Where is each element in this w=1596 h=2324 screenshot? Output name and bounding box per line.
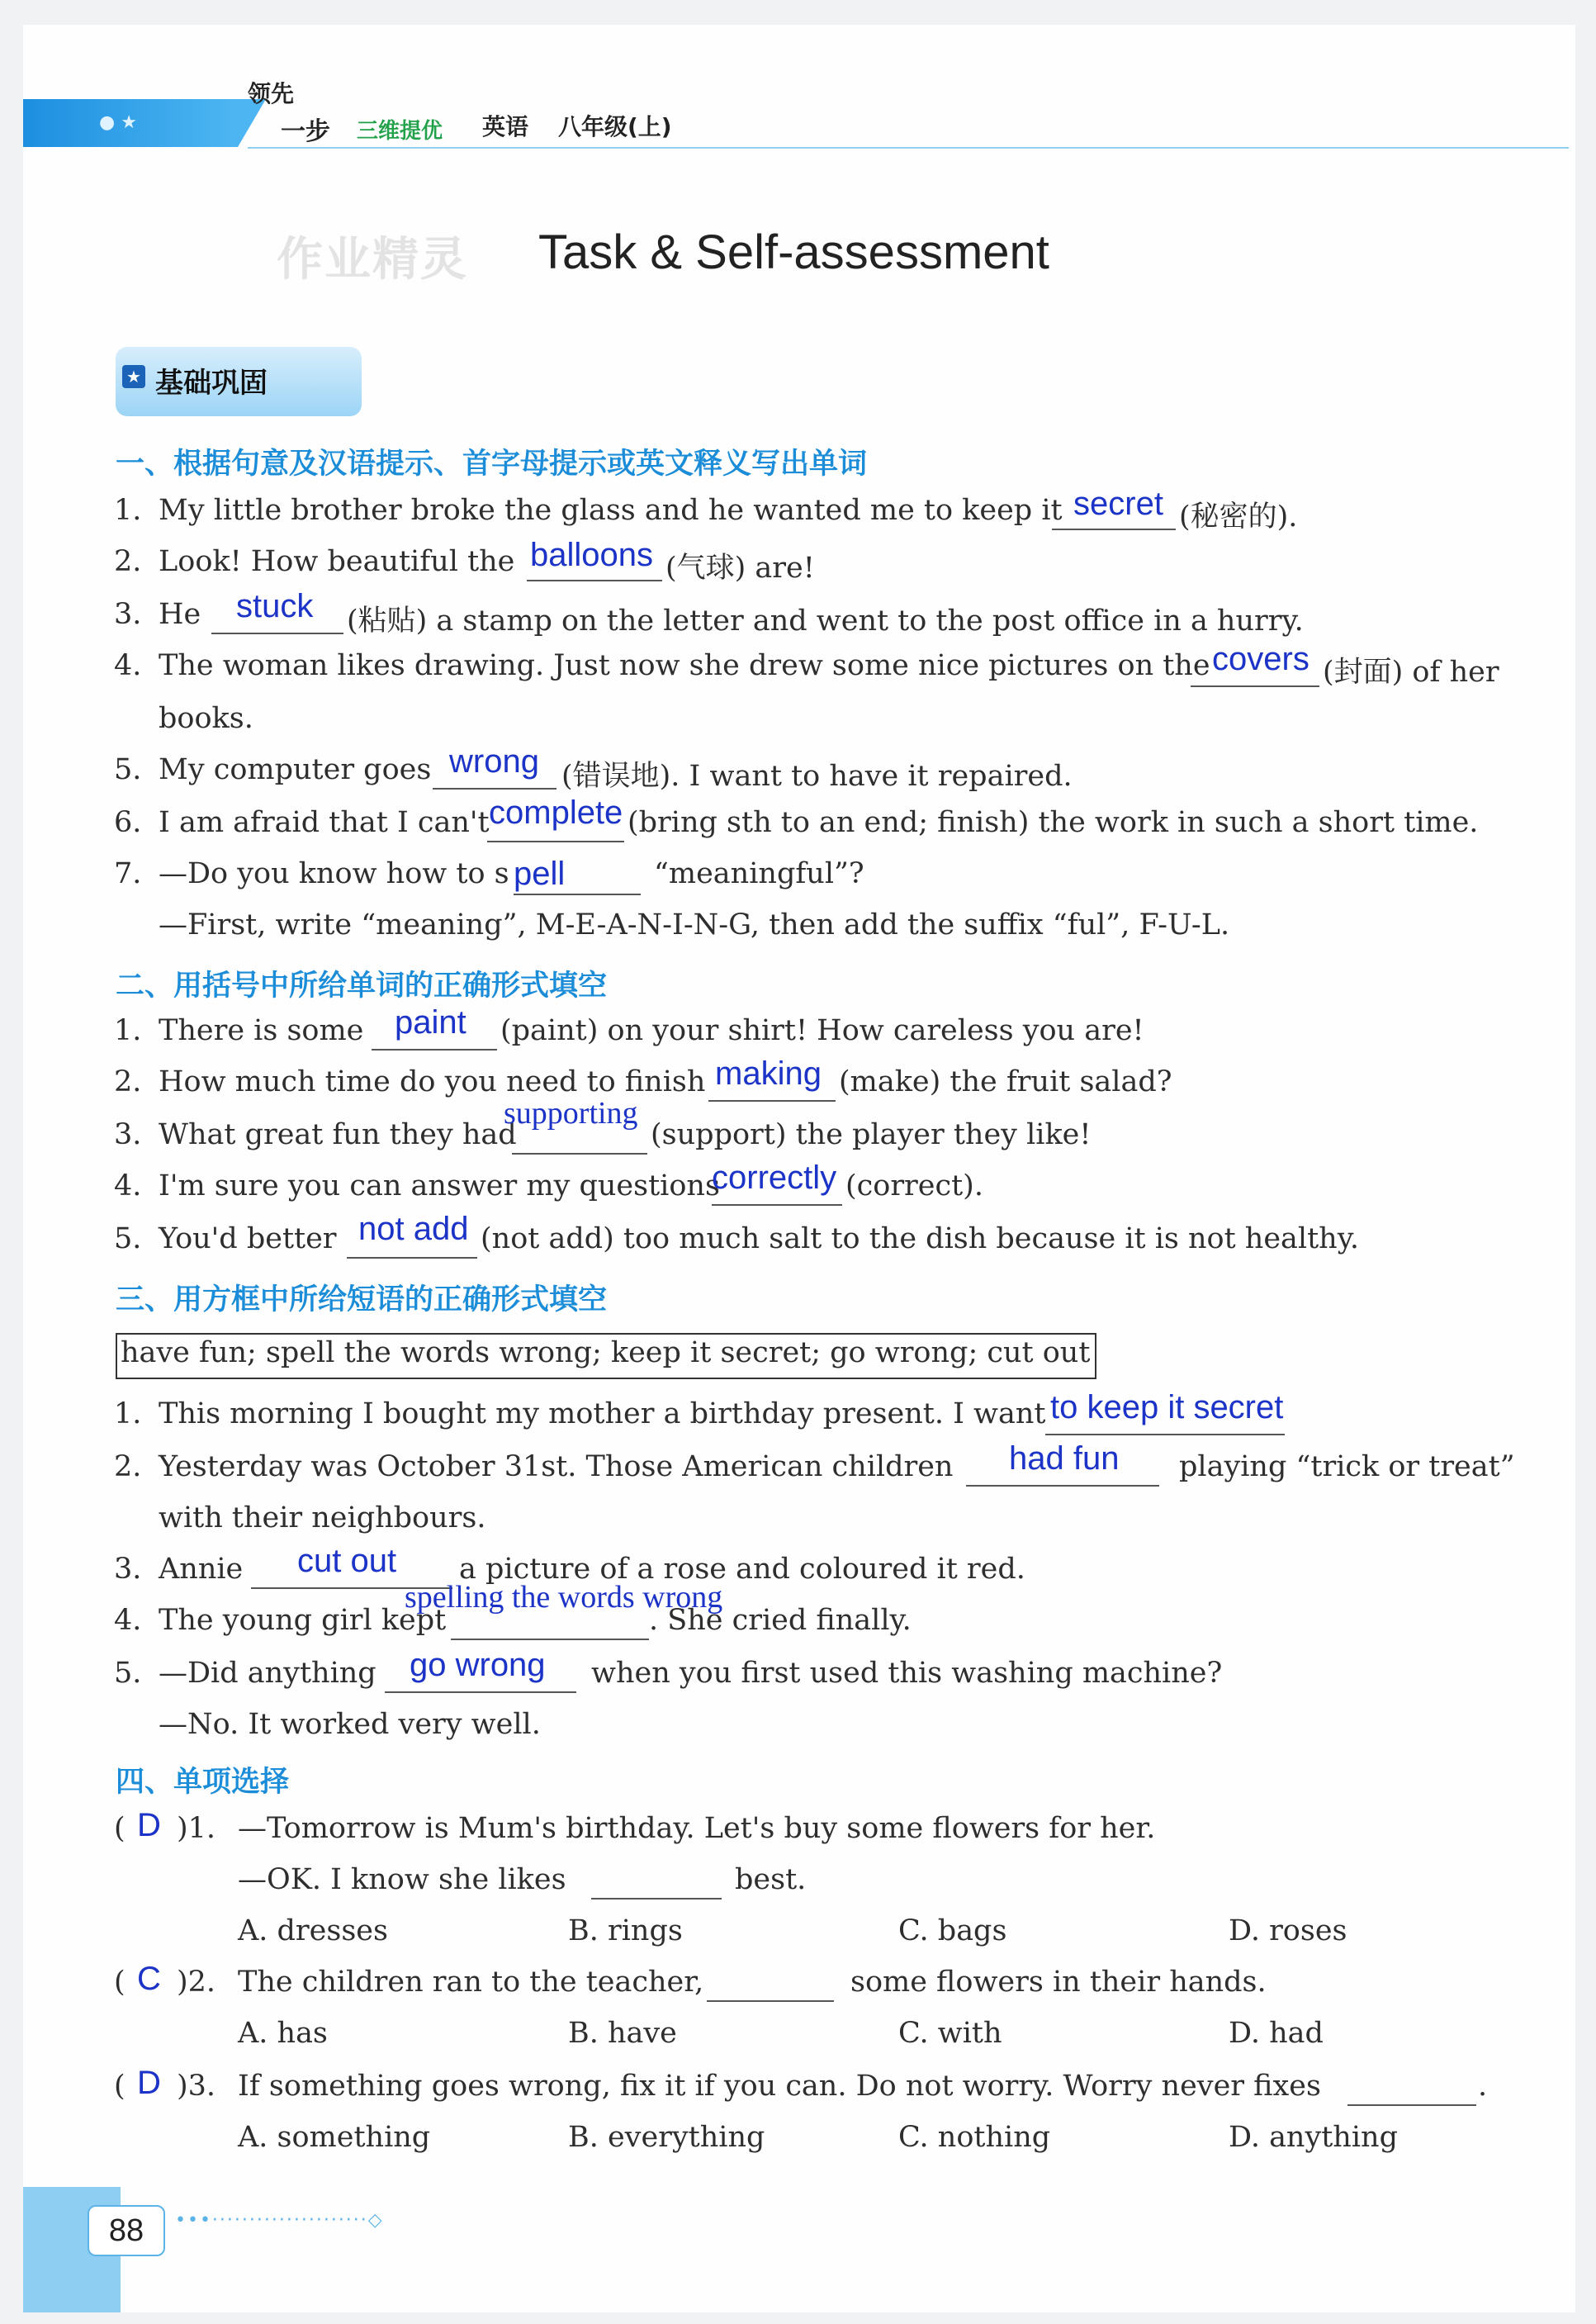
p1-q3-num: 3.: [114, 598, 142, 631]
p1-q6-num: 6.: [114, 806, 142, 839]
page-title: Task & Self-assessment: [538, 225, 1049, 279]
p3-q1-num: 1.: [114, 1397, 142, 1430]
p1-q2-blank: [527, 580, 662, 581]
watermark: 作业精灵: [277, 233, 468, 287]
p3-q3-answer: cut out: [297, 1543, 397, 1579]
mc1-option-a: A. dresses: [238, 1914, 388, 1947]
p3-q3-post: a picture of a rose and coloured it red.: [459, 1553, 1025, 1586]
p2-q4-num: 4.: [114, 1169, 142, 1202]
mc3-option-c: C. nothing: [898, 2121, 1051, 2154]
section-tag: 基础巩固: [155, 367, 268, 400]
phrase-box-text: have fun; spell the words wrong; keep it secret; go wrong; cut out: [121, 1336, 1091, 1369]
p3-q5-blank: [385, 1691, 576, 1693]
part4-heading: 四、单项选择: [116, 1766, 290, 1799]
mc3-blank: [1347, 2104, 1476, 2106]
page-number: 88: [88, 2205, 165, 2256]
p1-q3-pre: He: [159, 598, 201, 631]
p1-q2-answer: balloons: [530, 537, 654, 573]
p2-q3-blank: [512, 1153, 647, 1155]
p1-q6-answer: complete: [489, 794, 623, 831]
mc3-number: )3.: [177, 2070, 216, 2103]
series-label: 三维提优: [357, 119, 443, 144]
p1-q2-num: 2.: [114, 545, 142, 578]
mc3-question: If something goes wrong, fix it if you can. Do not worry. Worry never fixes: [238, 2070, 1321, 2103]
p3-q4-post: . She cried finally.: [649, 1604, 912, 1637]
p1-q5-blank: [433, 788, 556, 790]
p2-q2-pre: How much time do you need to finish: [159, 1065, 706, 1098]
brand-top: 领先: [248, 80, 295, 107]
p2-q4-post: (correct).: [845, 1169, 983, 1202]
p3-q2-post: playing “trick or treat”: [1179, 1450, 1515, 1483]
p1-q1-pre: My little brother broke the glass and he wanted me to keep it: [159, 494, 1063, 527]
p1-q4-num: 4.: [114, 649, 142, 682]
p1-q7-post: “meaningful”?: [654, 857, 864, 890]
mc2-number: )2.: [177, 1966, 216, 1999]
p2-q5-answer: not add: [358, 1211, 469, 1247]
p2-q1-pre: There is some: [159, 1014, 364, 1047]
p1-q4-pre: The woman likes drawing. Just now she drew some nice pictures on the: [159, 649, 1210, 682]
p1-q7-blank: [514, 894, 641, 895]
mc1-answer: D: [137, 1807, 161, 1843]
star-icon: ★: [122, 365, 145, 388]
p1-q7-answer: pell: [514, 856, 566, 892]
p3-q1-blank: [1045, 1434, 1285, 1435]
p1-q5-answer: wrong: [449, 743, 539, 780]
p1-q4-post: (封面) of her: [1323, 656, 1499, 689]
grade-label: 八年级(上): [558, 113, 672, 140]
p2-q5-pre: You'd better: [159, 1222, 337, 1255]
p1-q5-pre: My computer goes: [159, 753, 432, 786]
p2-q4-pre: I'm sure you can answer my questions: [159, 1169, 720, 1202]
mc3-answer: D: [137, 2065, 161, 2101]
p3-q1-pre: This morning I bought my mother a birthday present. I want: [159, 1397, 1046, 1430]
p1-q4-blank: [1191, 685, 1319, 687]
mc1-blank: [591, 1898, 722, 1900]
mc1-question-line2: —OK. I know she likes: [238, 1863, 566, 1896]
p2-q1-blank: [372, 1049, 497, 1051]
p2-q3-num: 3.: [114, 1118, 142, 1151]
p3-q3-pre: Annie: [159, 1553, 244, 1586]
p2-q2-post: (make) the fruit salad?: [839, 1065, 1172, 1098]
p1-q7-num: 7.: [114, 857, 142, 890]
mc1-paren-left: (: [114, 1812, 126, 1845]
mc3-paren-left: (: [114, 2070, 126, 2103]
mc2-option-c: C. with: [898, 2017, 1002, 2050]
p2-q4-blank: [712, 1204, 842, 1206]
mc1-option-c: C. bags: [898, 1914, 1007, 1947]
mc2-option-a: A. has: [238, 2017, 328, 2050]
p1-q1-blank: [1052, 529, 1176, 530]
p1-q5-post: (错误地). I want to have it repaired.: [561, 760, 1073, 793]
p2-q3-answer: supporting: [504, 1096, 638, 1131]
p1-q4-cont: books.: [159, 702, 253, 735]
p1-q7-pre: —Do you know how to s: [159, 857, 509, 890]
p2-q1-num: 1.: [114, 1014, 142, 1047]
mc2-option-b: B. have: [568, 2017, 677, 2050]
p3-q3-num: 3.: [114, 1553, 142, 1586]
mc1-option-b: B. rings: [568, 1914, 683, 1947]
part1-heading: 一、根据句意及汉语提示、首字母提示或英文释义写出单词: [116, 448, 868, 481]
p1-q2-post: (气球) are!: [665, 552, 815, 585]
mc1-question-line2-post: best.: [735, 1863, 807, 1896]
p1-q6-blank: [487, 841, 624, 842]
p2-q3-post: (support) the player they like!: [651, 1118, 1092, 1151]
p1-q6-post: (bring sth to an end; finish) the work in such a short time.: [628, 806, 1479, 839]
p3-q1-answer: to keep it secret: [1050, 1389, 1284, 1425]
mc2-paren-left: (: [114, 1966, 126, 1999]
mc3-question-post: .: [1478, 2070, 1488, 2103]
mc2-question-post: some flowers in their hands.: [850, 1966, 1267, 1999]
p1-q2-pre: Look! How beautiful the: [159, 545, 515, 578]
p2-q2-num: 2.: [114, 1065, 142, 1098]
header-dots: ● ★: [99, 112, 137, 133]
p2-q5-num: 5.: [114, 1222, 142, 1255]
p3-q5-pre: —Did anything: [159, 1657, 377, 1690]
p2-q2-answer: making: [715, 1055, 822, 1092]
p1-q3-post: (粘贴) a stamp on the letter and went to the post office in a hurry.: [347, 605, 1304, 638]
p3-q2-num: 2.: [114, 1450, 142, 1483]
part3-heading: 三、用方框中所给短语的正确形式填空: [116, 1283, 608, 1316]
mc2-option-d: D. had: [1229, 2017, 1324, 2050]
p3-q2-answer: had fun: [1009, 1440, 1120, 1477]
p3-q5-num: 5.: [114, 1657, 142, 1690]
p2-q2-blank: [708, 1100, 836, 1102]
p2-q5-blank: [347, 1257, 477, 1259]
p3-q5-answer: go wrong: [410, 1647, 546, 1683]
p1-q1-answer: secret: [1073, 486, 1163, 522]
mc2-blank: [707, 2000, 834, 2002]
mc2-answer: C: [137, 1961, 161, 1997]
footer-dotted-line: •••·····················◇: [175, 2210, 384, 2231]
p3-q2-blank: [966, 1485, 1159, 1487]
p2-q1-answer: paint: [395, 1004, 466, 1041]
mc3-option-b: B. everything: [568, 2121, 765, 2154]
p1-q3-answer: stuck: [236, 588, 314, 624]
p2-q1-post: (paint) on your shirt! How careless you are!: [500, 1014, 1144, 1047]
p3-q4-answer: spelling the words wrong: [405, 1580, 723, 1615]
mc3-option-a: A. something: [238, 2121, 431, 2154]
subject-label: 英语: [482, 113, 529, 140]
p2-q4-answer: correctly: [712, 1160, 837, 1196]
part2-heading: 二、用括号中所给单词的正确形式填空: [116, 970, 608, 1003]
p1-q1-post: (秘密的).: [1179, 500, 1298, 534]
p2-q5-post: (not add) too much salt to the dish because it is not healthy.: [481, 1222, 1359, 1255]
p1-q1-num: 1.: [114, 494, 142, 527]
p2-q3-pre: What great fun they had: [159, 1118, 517, 1151]
p3-q5-post: when you first used this washing machine?: [591, 1657, 1223, 1690]
p3-q4-pre: The young girl kept: [159, 1604, 447, 1637]
p1-q3-blank: [211, 633, 343, 634]
brand-bottom: 一步: [281, 117, 330, 146]
p3-q2-pre: Yesterday was October 31st. Those American children: [159, 1450, 954, 1483]
header-rule: [248, 147, 1569, 149]
p1-q6-pre: I am afraid that I can't: [159, 806, 490, 839]
p1-q4-answer: covers: [1212, 641, 1309, 677]
p3-q5-cont: —No. It worked very well.: [159, 1708, 541, 1741]
p1-q5-num: 5.: [114, 753, 142, 786]
mc2-question: The children ran to the teacher,: [238, 1966, 704, 1999]
p3-q4-blank: [451, 1639, 649, 1640]
mc3-option-d: D. anything: [1229, 2121, 1398, 2154]
mc1-number: )1.: [177, 1812, 216, 1845]
mc1-question: —Tomorrow is Mum's birthday. Let's buy some flowers for her.: [238, 1812, 1156, 1845]
p1-q7-cont: —First, write “meaning”, M-E-A-N-I-N-G, then add the suffix “ful”, F-U-L.: [159, 908, 1230, 941]
p3-q4-num: 4.: [114, 1604, 142, 1637]
p3-q2-cont: with their neighbours.: [159, 1501, 486, 1534]
mc1-option-d: D. roses: [1229, 1914, 1347, 1947]
